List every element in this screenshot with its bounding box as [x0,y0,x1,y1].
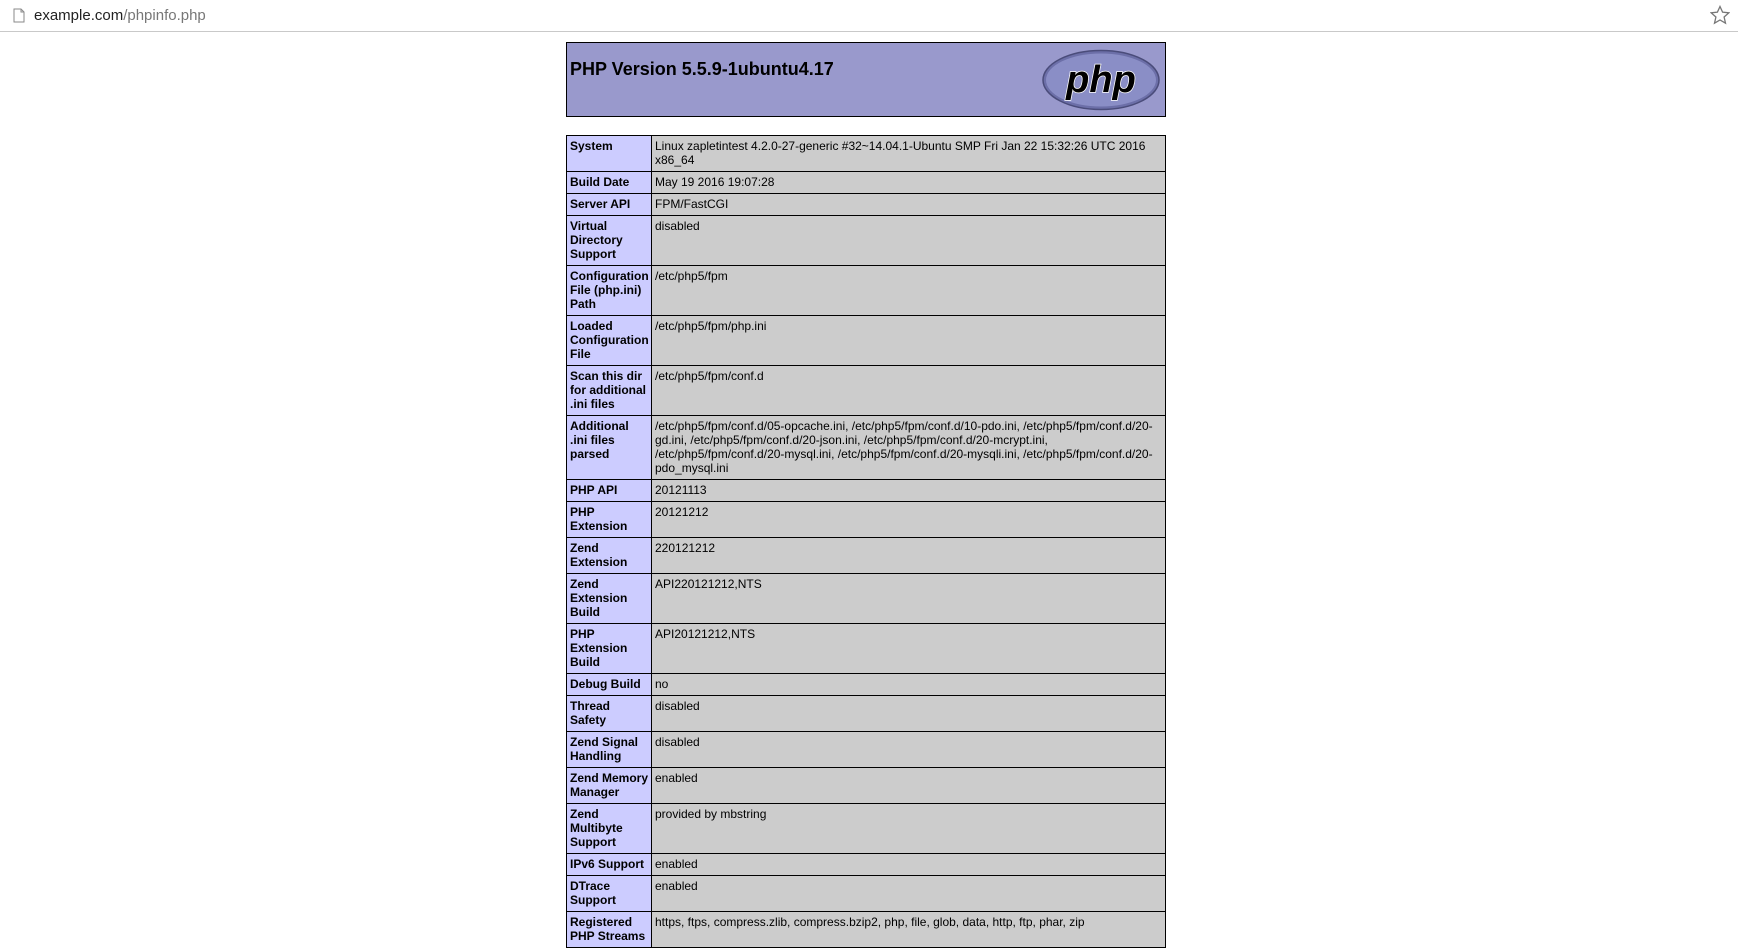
php-logo-text: php [1066,59,1136,101]
info-value: enabled [652,876,1166,912]
url-text[interactable] [34,7,206,25]
info-value: /etc/php5/fpm/conf.d [652,366,1166,416]
url-host: example.com [34,7,124,24]
info-row [567,502,1166,538]
php-version-header [566,42,1166,117]
info-key: Build Date [567,172,652,194]
info-value: enabled [652,768,1166,804]
info-row [567,768,1166,804]
info-value: no [652,674,1166,696]
info-value: disabled [652,732,1166,768]
info-key: Thread Safety [567,696,652,732]
info-value: disabled [652,696,1166,732]
info-value: /etc/php5/fpm/php.ini [652,316,1166,366]
info-row [567,804,1166,854]
info-value: 20121212 [652,502,1166,538]
info-key: Configuration File (php.ini) Path [567,266,652,316]
info-row [567,172,1166,194]
info-key: Additional .ini files parsed [567,416,652,480]
php-logo[interactable] [1041,49,1161,116]
info-value: /etc/php5/fpm/conf.d/05-opcache.ini, /etc/php5/fpm/conf.d/10-pdo.ini, /etc/php5/fpm/conf.d/20-gd.ini, /etc/php5/fpm/conf.d/20-json.ini, /etc/php5/fpm/conf.d/20-mcrypt.ini, /etc/php5/fpm/conf.d/20-mysql.ini, /etc/php5/fpm/conf.d/20-mysqli.ini, /etc/php5/fpm/conf.d/20-pdo_mysql.ini [652,416,1166,480]
info-key: PHP Extension Build [567,624,652,674]
info-key: IPv6 Support [567,854,652,876]
info-key: System [567,136,652,172]
info-key: Zend Extension Build [567,574,652,624]
info-key: Server API [567,194,652,216]
info-value: enabled [652,854,1166,876]
info-key: Loaded Configuration File [567,316,652,366]
info-row [567,912,1166,948]
bookmark-star-icon[interactable] [1710,5,1730,30]
info-key: Zend Signal Handling [567,732,652,768]
info-row [567,216,1166,266]
info-value: Linux zapletintest 4.2.0-27-generic #32~14.04.1-Ubuntu SMP Fri Jan 22 15:32:26 UTC 2016 x86_64 [652,136,1166,172]
info-value: disabled [652,216,1166,266]
info-key: Scan this dir for additional .ini files [567,366,652,416]
info-row [567,480,1166,502]
page-icon [13,8,25,28]
info-value: API220121212,NTS [652,574,1166,624]
info-row [567,538,1166,574]
info-key: Zend Extension [567,538,652,574]
info-row [567,624,1166,674]
info-value: API20121212,NTS [652,624,1166,674]
info-value: 220121212 [652,538,1166,574]
info-key: PHP Extension [567,502,652,538]
info-key: Zend Memory Manager [567,768,652,804]
info-row [567,674,1166,696]
info-key: Zend Multibyte Support [567,804,652,854]
info-row [567,876,1166,912]
php-version-title: PHP Version 5.5.9-1ubuntu4.17 [570,59,834,79]
info-row [567,416,1166,480]
info-row [567,574,1166,624]
url-path: /phpinfo.php [123,7,206,24]
info-row [567,316,1166,366]
info-row [567,194,1166,216]
address-bar[interactable] [0,0,1738,32]
info-key: Registered PHP Streams [567,912,652,948]
info-value: https, ftps, compress.zlib, compress.bzip2, php, file, glob, data, http, ftp, phar, zip [652,912,1166,948]
info-key: DTrace Support [567,876,652,912]
info-value: 20121113 [652,480,1166,502]
info-row [567,266,1166,316]
info-row [567,732,1166,768]
phpinfo-content [566,42,1166,948]
info-value: May 19 2016 19:07:28 [652,172,1166,194]
info-row [567,366,1166,416]
info-row [567,696,1166,732]
info-value: provided by mbstring [652,804,1166,854]
info-key: Virtual Directory Support [567,216,652,266]
info-key: PHP API [567,480,652,502]
php-info-table [566,135,1166,948]
info-row [567,854,1166,876]
info-key: Debug Build [567,674,652,696]
info-value: /etc/php5/fpm [652,266,1166,316]
info-value: FPM/FastCGI [652,194,1166,216]
info-row [567,136,1166,172]
